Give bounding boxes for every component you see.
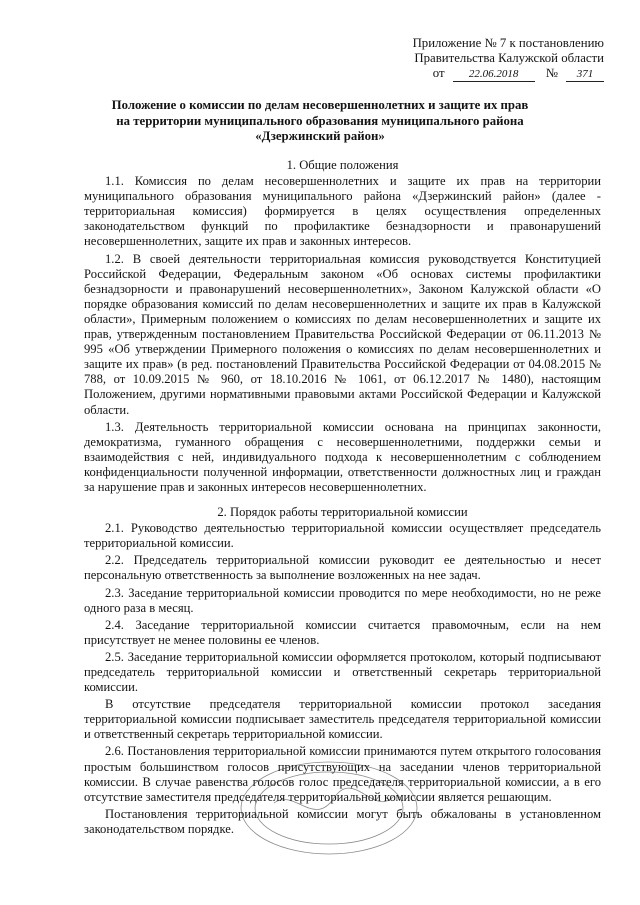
from-label: от xyxy=(432,66,445,80)
paragraph-1-1: 1.1. Комиссия по делам несовершеннолетних и защите их прав на территории муниципального образования муниципального района «Дзержинский район» (далее - территориальная комиссия) формируется в целях осуществления определенных законодательством функций по профилактике безнадзорности и правонарушений несовершеннолетних, защите их прав и законных интересов. xyxy=(84,174,601,249)
section-2-heading: 2. Порядок работы территориальной комиссии xyxy=(217,505,468,520)
paragraph-1-3: 1.3. Деятельность территориальной комиссии основана на принципах законности, демократизма, гуманного обращения с несовершеннолетними, поддержки семьи и взаимодействия с ней, индивидуального подхода к несовершеннолетним с соблюдением конфиденциальности полученной информации, ответственности должностных лиц и граждан за нарушение прав и законных интересов несовершеннолетних. xyxy=(84,419,601,494)
paragraph-2-3: 2.3. Заседание территориальной комиссии проводится по мере необходимости, но не реже одного раза в месяц. xyxy=(84,585,601,615)
title-line-1: Положение о комиссии по делам несовершеннолетних и защите их прав xyxy=(111,98,529,112)
paragraph-2-5: 2.5. Заседание территориальной комиссии оформляется протоколом, который подписывают председатель территориальной комиссии и ответственный секретарь территориальной комиссии. xyxy=(84,649,601,695)
paragraph-2-1: 2.1. Руководство деятельностью территориальной комиссии осуществляет председатель территориальной комиссии. xyxy=(84,521,601,551)
decree-number: 371 xyxy=(566,68,604,82)
paragraph-2-4: 2.4. Заседание территориальной комиссии считается правомочным, если на нем присутствует не менее половины ее членов. xyxy=(84,617,601,647)
title-line-3: «Дзержинский район» xyxy=(255,129,385,143)
paragraph-2-2: 2.2. Председатель территориальной комиссии руководит ее деятельностью и несет персональную ответственность за выполнение возложенных на нее задач. xyxy=(84,553,601,583)
appendix-line-2: Правительства Калужской области xyxy=(414,51,604,65)
decree-date: 22.06.2018 xyxy=(453,68,535,82)
paragraph-2-5-addendum: В отсутствие председателя территориальной комиссии протокол заседания территориальной комиссии подписывает заместитель председателя территориальной комиссии и ответственный секретарь территориальной комиссии. xyxy=(84,697,601,742)
paragraph-1-2: 1.2. В своей деятельности территориальная комиссия руководствуется Конституцией Российской Федерации, Федеральным законом «Об основах системы профилактики безнадзорности и правонарушений несовершеннолетних», Законом Калужской области «О порядке образования комиссий по делам несовершеннолетних и защите их прав в Калужской области», Примерным положением о комиссиях по делам несовершеннолетних и защите их прав, утвержденным постановлением Правительства Российской Федерации от 06.11.2013 № 995 «Об утверждении Примерного положения о комиссиях по делам несовершеннолетних и защите их прав» (в ред. постановлений Правительства Российской Федерации от 04.08.2015 № 788, от 10.09.2015 № 960, от 18.10.2016 № 1061, от 06.12.2017 № 1480), настоящим Положением, другими нормативными правовыми актами Российской Федерации и Калужской области. xyxy=(84,251,601,417)
number-sign: № xyxy=(545,66,558,80)
paragraph-2-6: 2.6. Постановления территориальной комиссии принимаются путем открытого голосования простым большинством голосов присутствующих на заседании членов территориальной комиссии. В случае равенства голосов голос председателя территориальной комиссии, а в его отсутствие заместителя председателя территориальной комиссии является решающим. xyxy=(84,744,601,804)
appendix-date-row xyxy=(413,66,604,82)
document-title xyxy=(95,98,545,145)
section-1-heading: 1. Общие положения xyxy=(286,158,399,172)
document-body xyxy=(84,158,601,839)
appendix-block xyxy=(413,36,604,82)
appendix-line-1: Приложение № 7 к постановлению xyxy=(412,36,604,50)
paragraph-2-6-appeal: Постановления территориальной комиссии могут быть обжалованы в установленном законодательством порядке. xyxy=(84,806,601,836)
title-line-2: на территории муниципального образования муниципального района xyxy=(116,113,524,128)
